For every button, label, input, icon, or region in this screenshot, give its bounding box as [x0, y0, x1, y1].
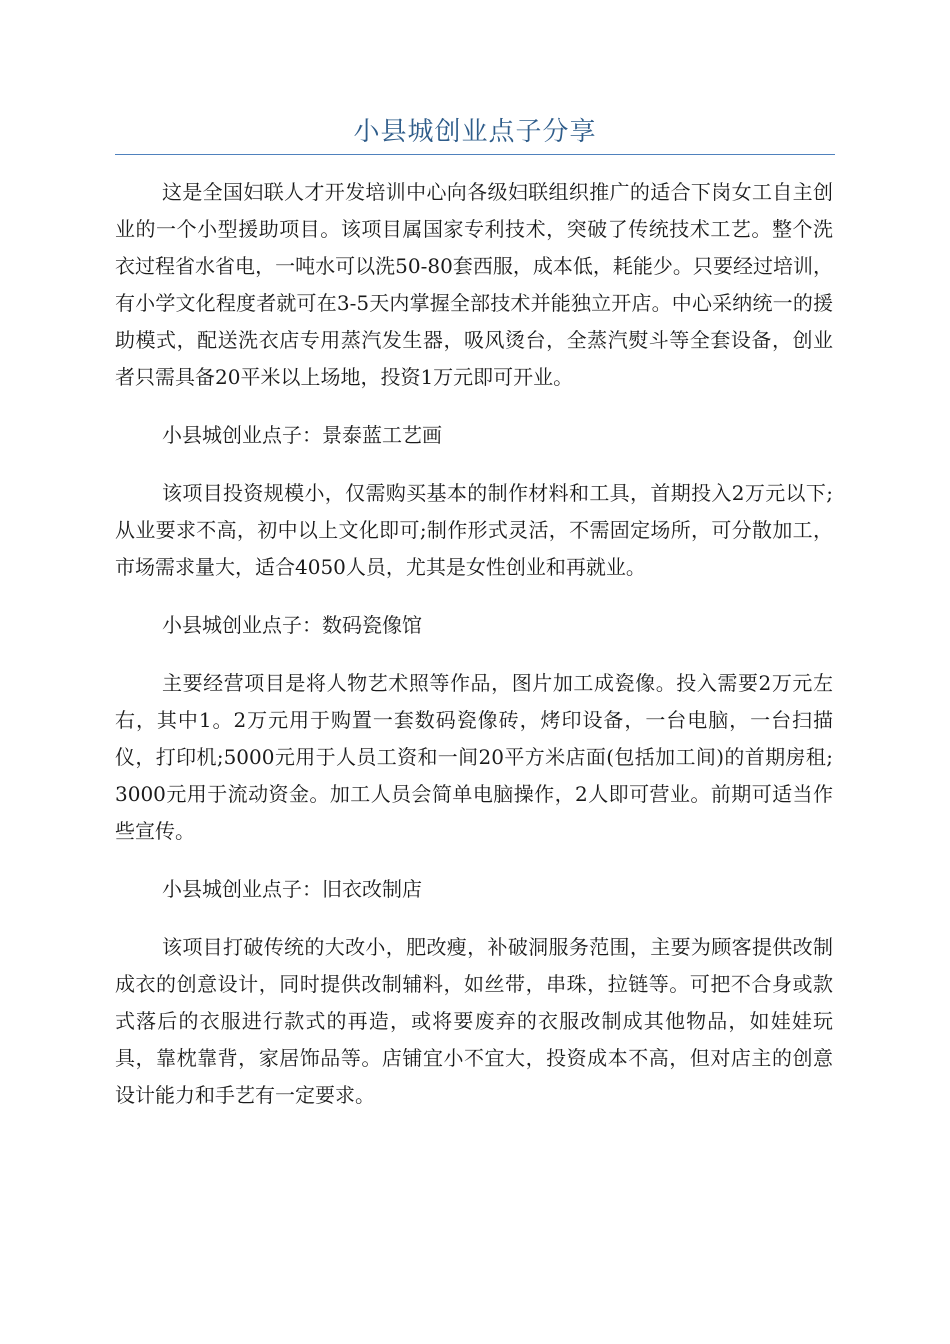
paragraph-clothing-remake: 该项目打破传统的大改小，肥改瘦，补破洞服务范围，主要为顾客提供改制成衣的创意设计，同时提供改制辅料，如丝带，串珠，拉链等。可把不合身或款式落后的衣服进行款式的再造，或将要废弃的衣服改制成其他物品，如娃娃玩具，靠枕靠背，家居饰品等。店铺宜小不宜大，投资成本不高，但对店主的创意设计能力和手艺有一定要求。 — [115, 935, 833, 1107]
paragraph-porcelain-portrait: 主要经营项目是将人物艺术照等作品，图片加工成瓷像。投入需要2万元左右，其中1。2万元用于购置一套数码瓷像砖，烤印设备，一台电脑，一台扫描仪，打印机;5000元用于人员工资和一间20平方米店面(包括加工间)的首期房租;3000元用于流动资金。加工人员会简单电脑操作，2人即可营业。前期可适当作些宣传。 — [115, 671, 833, 843]
section-heading-porcelain-portrait: 小县城创业点子：数码瓷像馆 — [162, 613, 422, 637]
document-title: 小县城创业点子分享 — [353, 117, 597, 147]
section-heading-clothing-remake: 小县城创业点子：旧衣改制店 — [162, 877, 422, 901]
title-underline — [115, 154, 835, 155]
section-heading-cloisonne: 小县城创业点子：景泰蓝工艺画 — [162, 423, 442, 447]
paragraph-intro: 这是全国妇联人才开发培训中心向各级妇联组织推广的适合下岗女工自主创业的一个小型援助项目。该项目属国家专利技术，突破了传统技术工艺。整个洗衣过程省水省电，一吨水可以洗50-80套西服，成本低，耗能少。只要经过培训，有小学文化程度者就可在3-5天内掌握全部技术并能独立开店。中心采纳统一的援助模式，配送洗衣店专用蒸汽发生器，吸风烫台，全蒸汽熨斗等全套设备，创业者只需具备20平米以上场地，投资1万元即可开业。 — [115, 180, 833, 389]
paragraph-cloisonne: 该项目投资规模小，仅需购买基本的制作材料和工具，首期投入2万元以下;从业要求不高，初中以上文化即可;制作形式灵活，不需固定场所，可分散加工，市场需求量大，适合4050人员，尤其是女性创业和再就业。 — [115, 481, 833, 579]
document-body — [115, 174, 833, 1135]
